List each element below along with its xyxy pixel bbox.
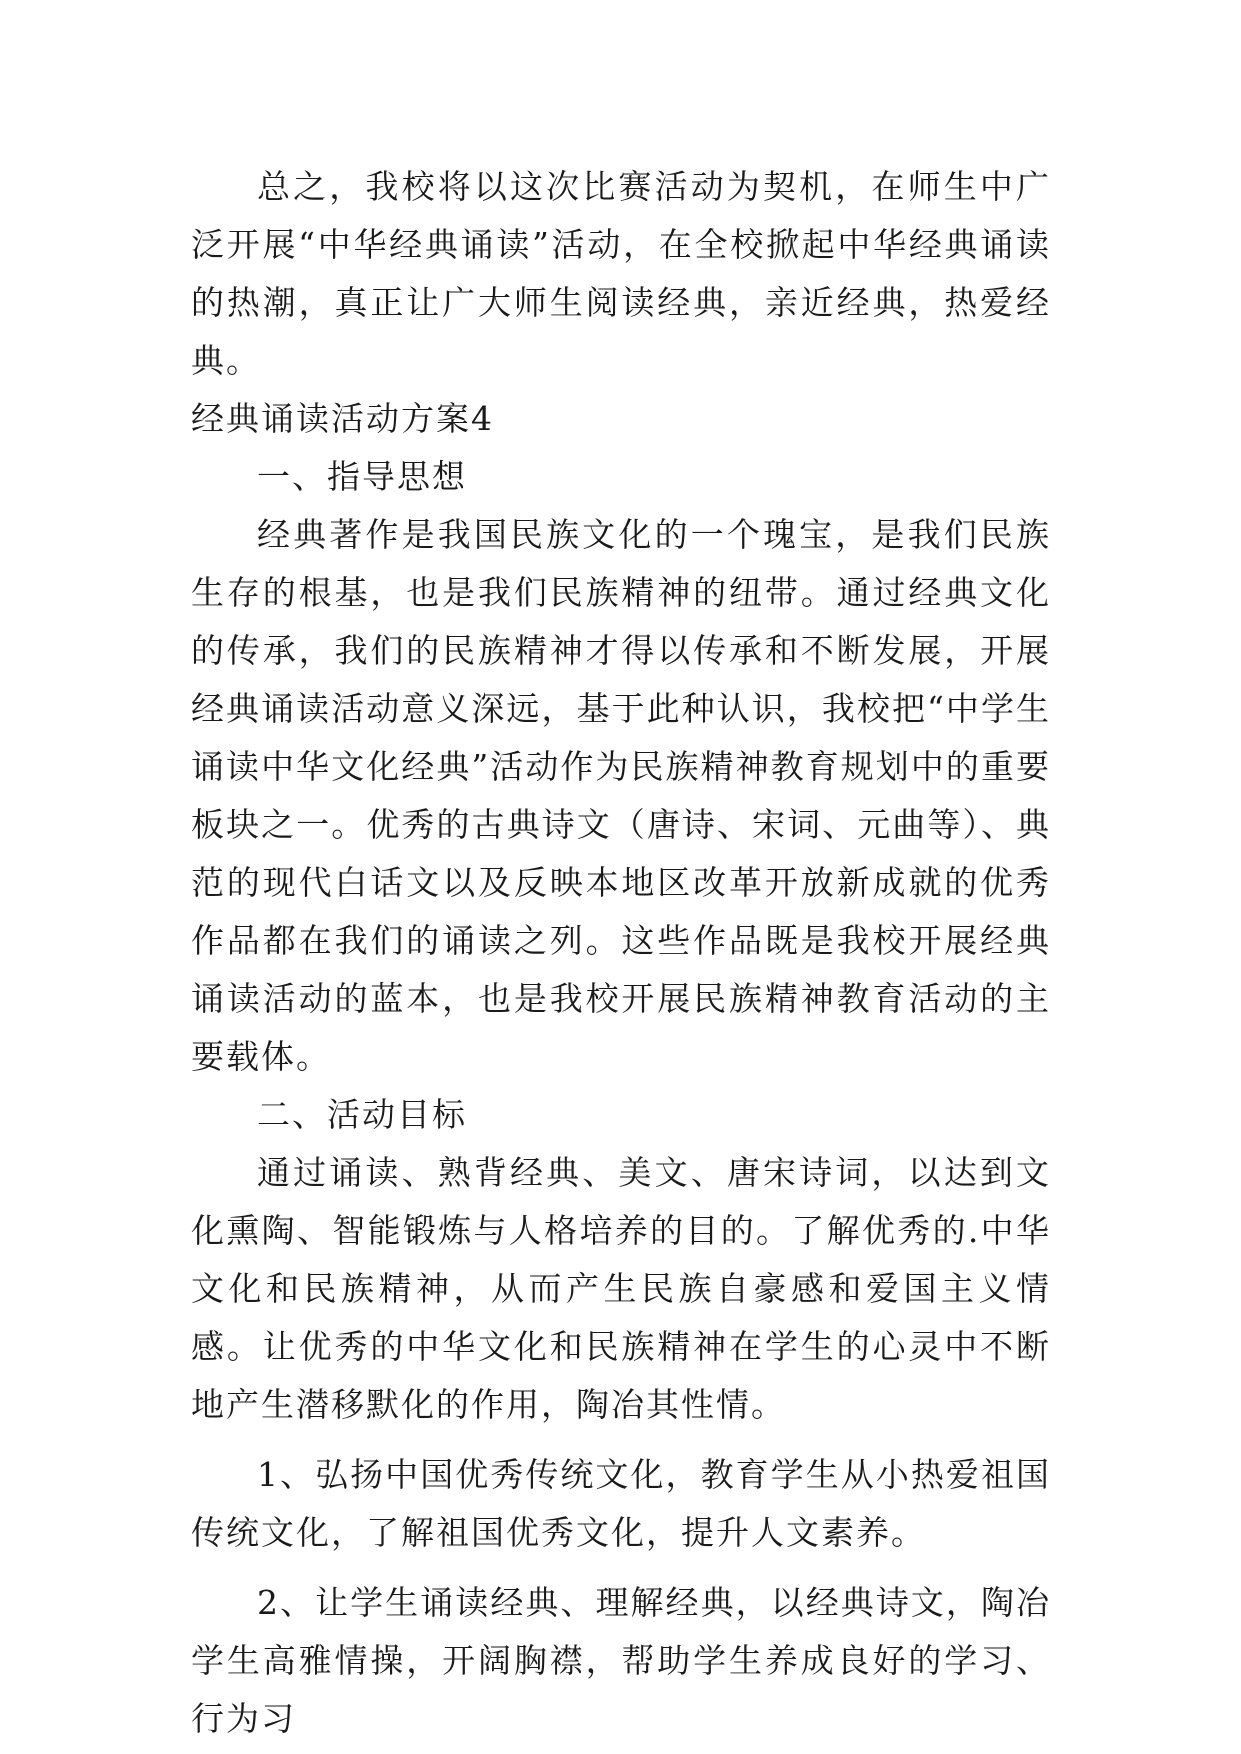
heading-activity-goals: 二、活动目标 xyxy=(257,1095,467,1134)
paragraph-conclusion: 总之，我校将以这次比赛活动为契机，在师生中广泛开展“中华经典诵读”活动，在全校掀起中华经典诵读的热潮，真正让广大师生阅读经典，亲近经典，热爱经典。 xyxy=(191,167,1051,380)
paragraph-activity-goals: 通过诵读、熟背经典、美文、唐宋诗词，以达到文化熏陶、智能锻炼与人格培养的目的。了解优秀的.中华文化和民族精神，从而产生民族自豪感和爱国主义情感。让优秀的中华文化和民族精神在学生的心灵中不断地产生潜移默化的作用，陶冶其性情。 xyxy=(191,1153,1051,1424)
list-item-goal-2: 2、让学生诵读经典、理解经典，以经典诗文，陶冶学生高雅情操，开阔胸襟，帮助学生养成良好的学习、行为习 xyxy=(191,1583,1051,1738)
document-page xyxy=(191,158,1051,1748)
section-title: 经典诵读活动方案4 xyxy=(191,399,494,438)
list-item-goal-1: 1、弘扬中国优秀传统文化，教育学生从小热爱祖国传统文化，了解祖国优秀文化，提升人文素养。 xyxy=(191,1455,1051,1552)
heading-guiding-ideology: 一、指导思想 xyxy=(257,457,467,496)
paragraph-guiding-ideology: 经典著作是我国民族文化的一个瑰宝，是我们民族生存的根基，也是我们民族精神的纽带。通过经典文化的传承，我们的民族精神才得以传承和不断发展，开展经典诵读活动意义深远，基于此种认识，我校把“中学生诵读中华文化经典”活动作为民族精神教育规划中的重要板块之一。优秀的古典诗文（唐诗、宋词、元曲等）、典范的现代白话文以及反映本地区改革开放新成就的优秀作品都在我们的诵读之列。这些作品既是我校开展经典诵读活动的蓝本，也是我校开展民族精神教育活动的主要载体。 xyxy=(191,515,1051,1076)
